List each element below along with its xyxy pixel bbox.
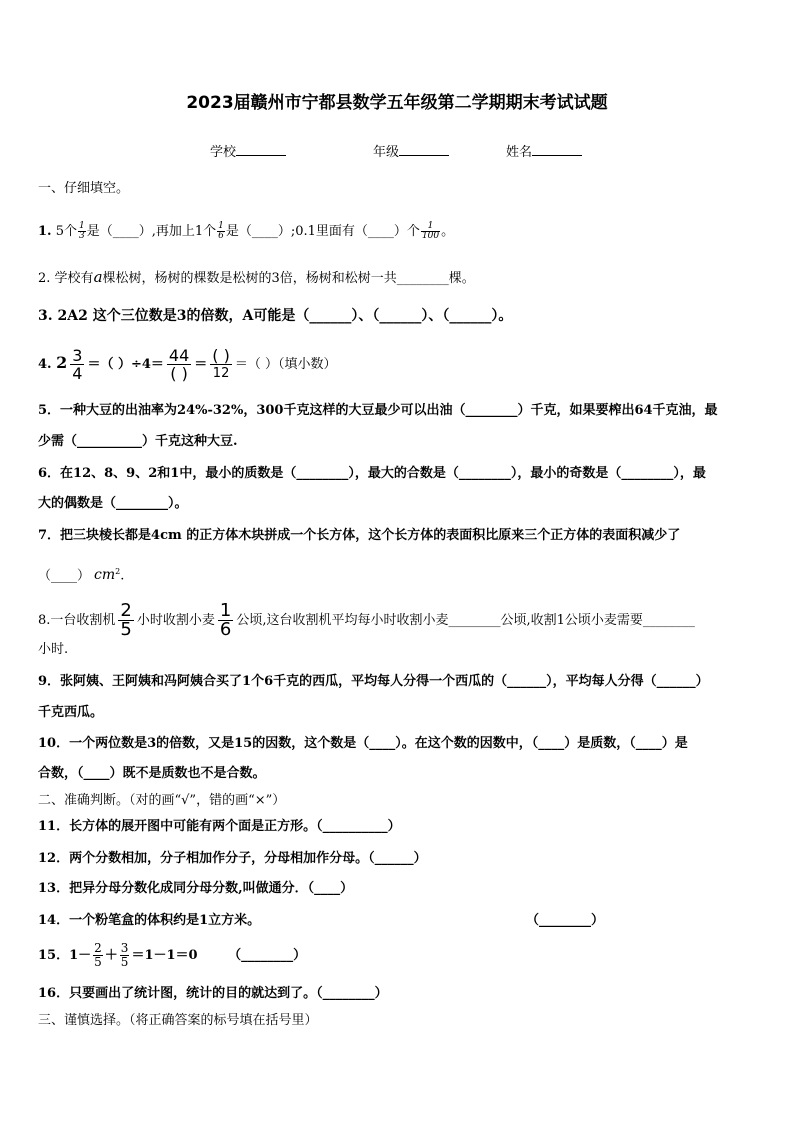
- q15-text-c: ＝1－1＝0: [131, 948, 198, 963]
- q8-text-c: 公顷,这台收割机平均每小时收割小麦________公顷,收割1公顷小麦需要________: [236, 613, 695, 628]
- name-field: [506, 141, 582, 160]
- name-label: 姓名: [506, 145, 533, 160]
- q8-text-a: 8.一台收割机: [38, 613, 116, 628]
- question-7-line-2: [38, 563, 756, 585]
- q8-fraction-2: $\frac{1}{6}$: [219, 600, 232, 640]
- q3-text: 2A2 这个三位数是3的倍数，A可能是（______）、（______）、（______）。: [57, 308, 513, 324]
- q4-text-a: ＝（ ）÷4＝: [87, 357, 164, 372]
- q8-fraction-1: $\frac{2}{5}$: [120, 600, 132, 640]
- q2-text-b: 棵松树，杨树的棵数是松树的3倍，杨树和松树一共________棵。: [102, 271, 475, 286]
- question-8-line-1: [38, 600, 756, 640]
- q4-fraction-3: ( ) 12: [212, 346, 230, 381]
- q14-blank: （________）: [526, 913, 605, 928]
- q1-fraction-3: $\frac{1}{100}$: [421, 221, 440, 241]
- q7-end: .: [120, 568, 125, 584]
- q4-number: 4.: [38, 357, 52, 372]
- grade-blank: [399, 144, 449, 156]
- q15-fraction-2: $\frac{3}{5}$: [120, 941, 129, 969]
- q4-fraction-2: 44 ( ): [168, 346, 190, 383]
- grade-label: 年级: [373, 145, 400, 160]
- question-1: [38, 222, 756, 241]
- question-11: 11．长方体的展开图中可能有两个面是正方形。（__________）: [38, 819, 401, 834]
- q1-text-d: 。: [441, 224, 455, 239]
- name-blank: [532, 144, 582, 156]
- question-6-line-2: 大的偶数是（________）。: [38, 496, 188, 511]
- question-9-line-1: 9．张阿姨、王阿姨和冯阿姨合买了1个6千克的西瓜，平均每人分得一个西瓜的（______），平均每人分得（______）: [38, 674, 709, 689]
- q8-text-b: 小时收割小麦: [136, 613, 215, 628]
- question-5-line-2: 少需（__________）千克这种大豆.: [38, 434, 238, 449]
- q4-whole: 2: [56, 353, 68, 372]
- q15-text-a: 1－: [69, 948, 92, 963]
- question-2: [38, 268, 756, 288]
- question-13: 13．把异分母分数化成同分母分数,叫做通分．（____）: [38, 881, 354, 896]
- q7-unit: cm: [94, 567, 116, 584]
- question-8-line-2: 小时.: [38, 642, 69, 657]
- school-blank: [236, 144, 286, 156]
- q1-text-b: 是（____）,再加上1个: [86, 224, 217, 239]
- section-1-heading: 一、仔细填空。: [38, 181, 130, 196]
- q1-fraction-2: $\frac{1}{6}$: [218, 221, 224, 241]
- question-7-line-1: 7．把三块棱长都是4cm 的正方体木块拼成一个长方体，这个长方体的表面积比原来三个正方体的表面积减少了: [38, 528, 681, 543]
- question-15: [38, 940, 756, 974]
- question-12: 12．两个分数相加，分子相加作分子，分母相加作分母。（______）: [38, 851, 427, 866]
- question-4: [38, 345, 756, 385]
- q3-number: 3.: [38, 308, 53, 324]
- school-label: 学校: [210, 145, 237, 160]
- q2-text-a: 学校有: [54, 271, 94, 286]
- school-field: [210, 141, 286, 160]
- q4-fraction-1: $\frac{3}{4}$: [72, 346, 83, 383]
- question-16: 16．只要画出了统计图，统计的目的就达到了。（________）: [38, 986, 388, 1001]
- q14-text: 14．一个粉笔盒的体积约是1立方米。: [38, 913, 261, 928]
- question-14: [38, 912, 756, 930]
- q15-fraction-1: $\frac{2}{5}$: [94, 941, 102, 969]
- question-6-line-1: 6．在12、8、9、2和1中，最小的质数是（________），最大的合数是（________），最小的奇数是（________），最: [38, 466, 706, 481]
- question-3: [38, 307, 756, 325]
- q7-exponent: 2: [115, 567, 121, 576]
- q15-blank: （________）: [228, 948, 307, 963]
- q4-text-c: ＝（ ）（填小数）: [234, 357, 337, 372]
- q1-number: 1.: [38, 224, 52, 239]
- q15-text-b: ＋: [104, 948, 118, 963]
- grade-field: [373, 141, 449, 160]
- q2-number: 2.: [38, 271, 51, 286]
- question-9-line-2: 千克西瓜。: [38, 705, 104, 720]
- question-10-line-1: 10．一个两位数是3的倍数，又是15的因数，这个数是（____）。在这个数的因数中，（____）是质数，（____）是: [38, 736, 688, 751]
- section-2-heading: 二、准确判断。（对的画“√”，错的画“×”）: [38, 793, 286, 808]
- page-title: 2023届赣州市宁都县数学五年级第二学期期末考试试题: [186, 93, 608, 113]
- question-10-line-2: 合数，（____）既不是质数也不是合数。: [38, 766, 266, 781]
- question-5-line-1: 5．一种大豆的出油率为24%-32%，300千克这样的大豆最少可以出油（________）千克，如果要榨出64千克油，最: [38, 403, 718, 418]
- q4-text-b: ＝: [194, 357, 208, 372]
- q2-variable: a: [93, 268, 103, 286]
- q15-number: 15．: [38, 948, 70, 963]
- q1-fraction-1: $\frac{1}{3}$: [79, 221, 85, 241]
- q1-text-a: 5个: [55, 224, 77, 239]
- q7-blank: （____）: [38, 568, 91, 584]
- section-3-heading: 三、谨慎选择。（将正确答案的标号填在括号里）: [38, 1013, 318, 1028]
- q1-text-c: 是（____）;0.1里面有（____）个: [225, 224, 420, 239]
